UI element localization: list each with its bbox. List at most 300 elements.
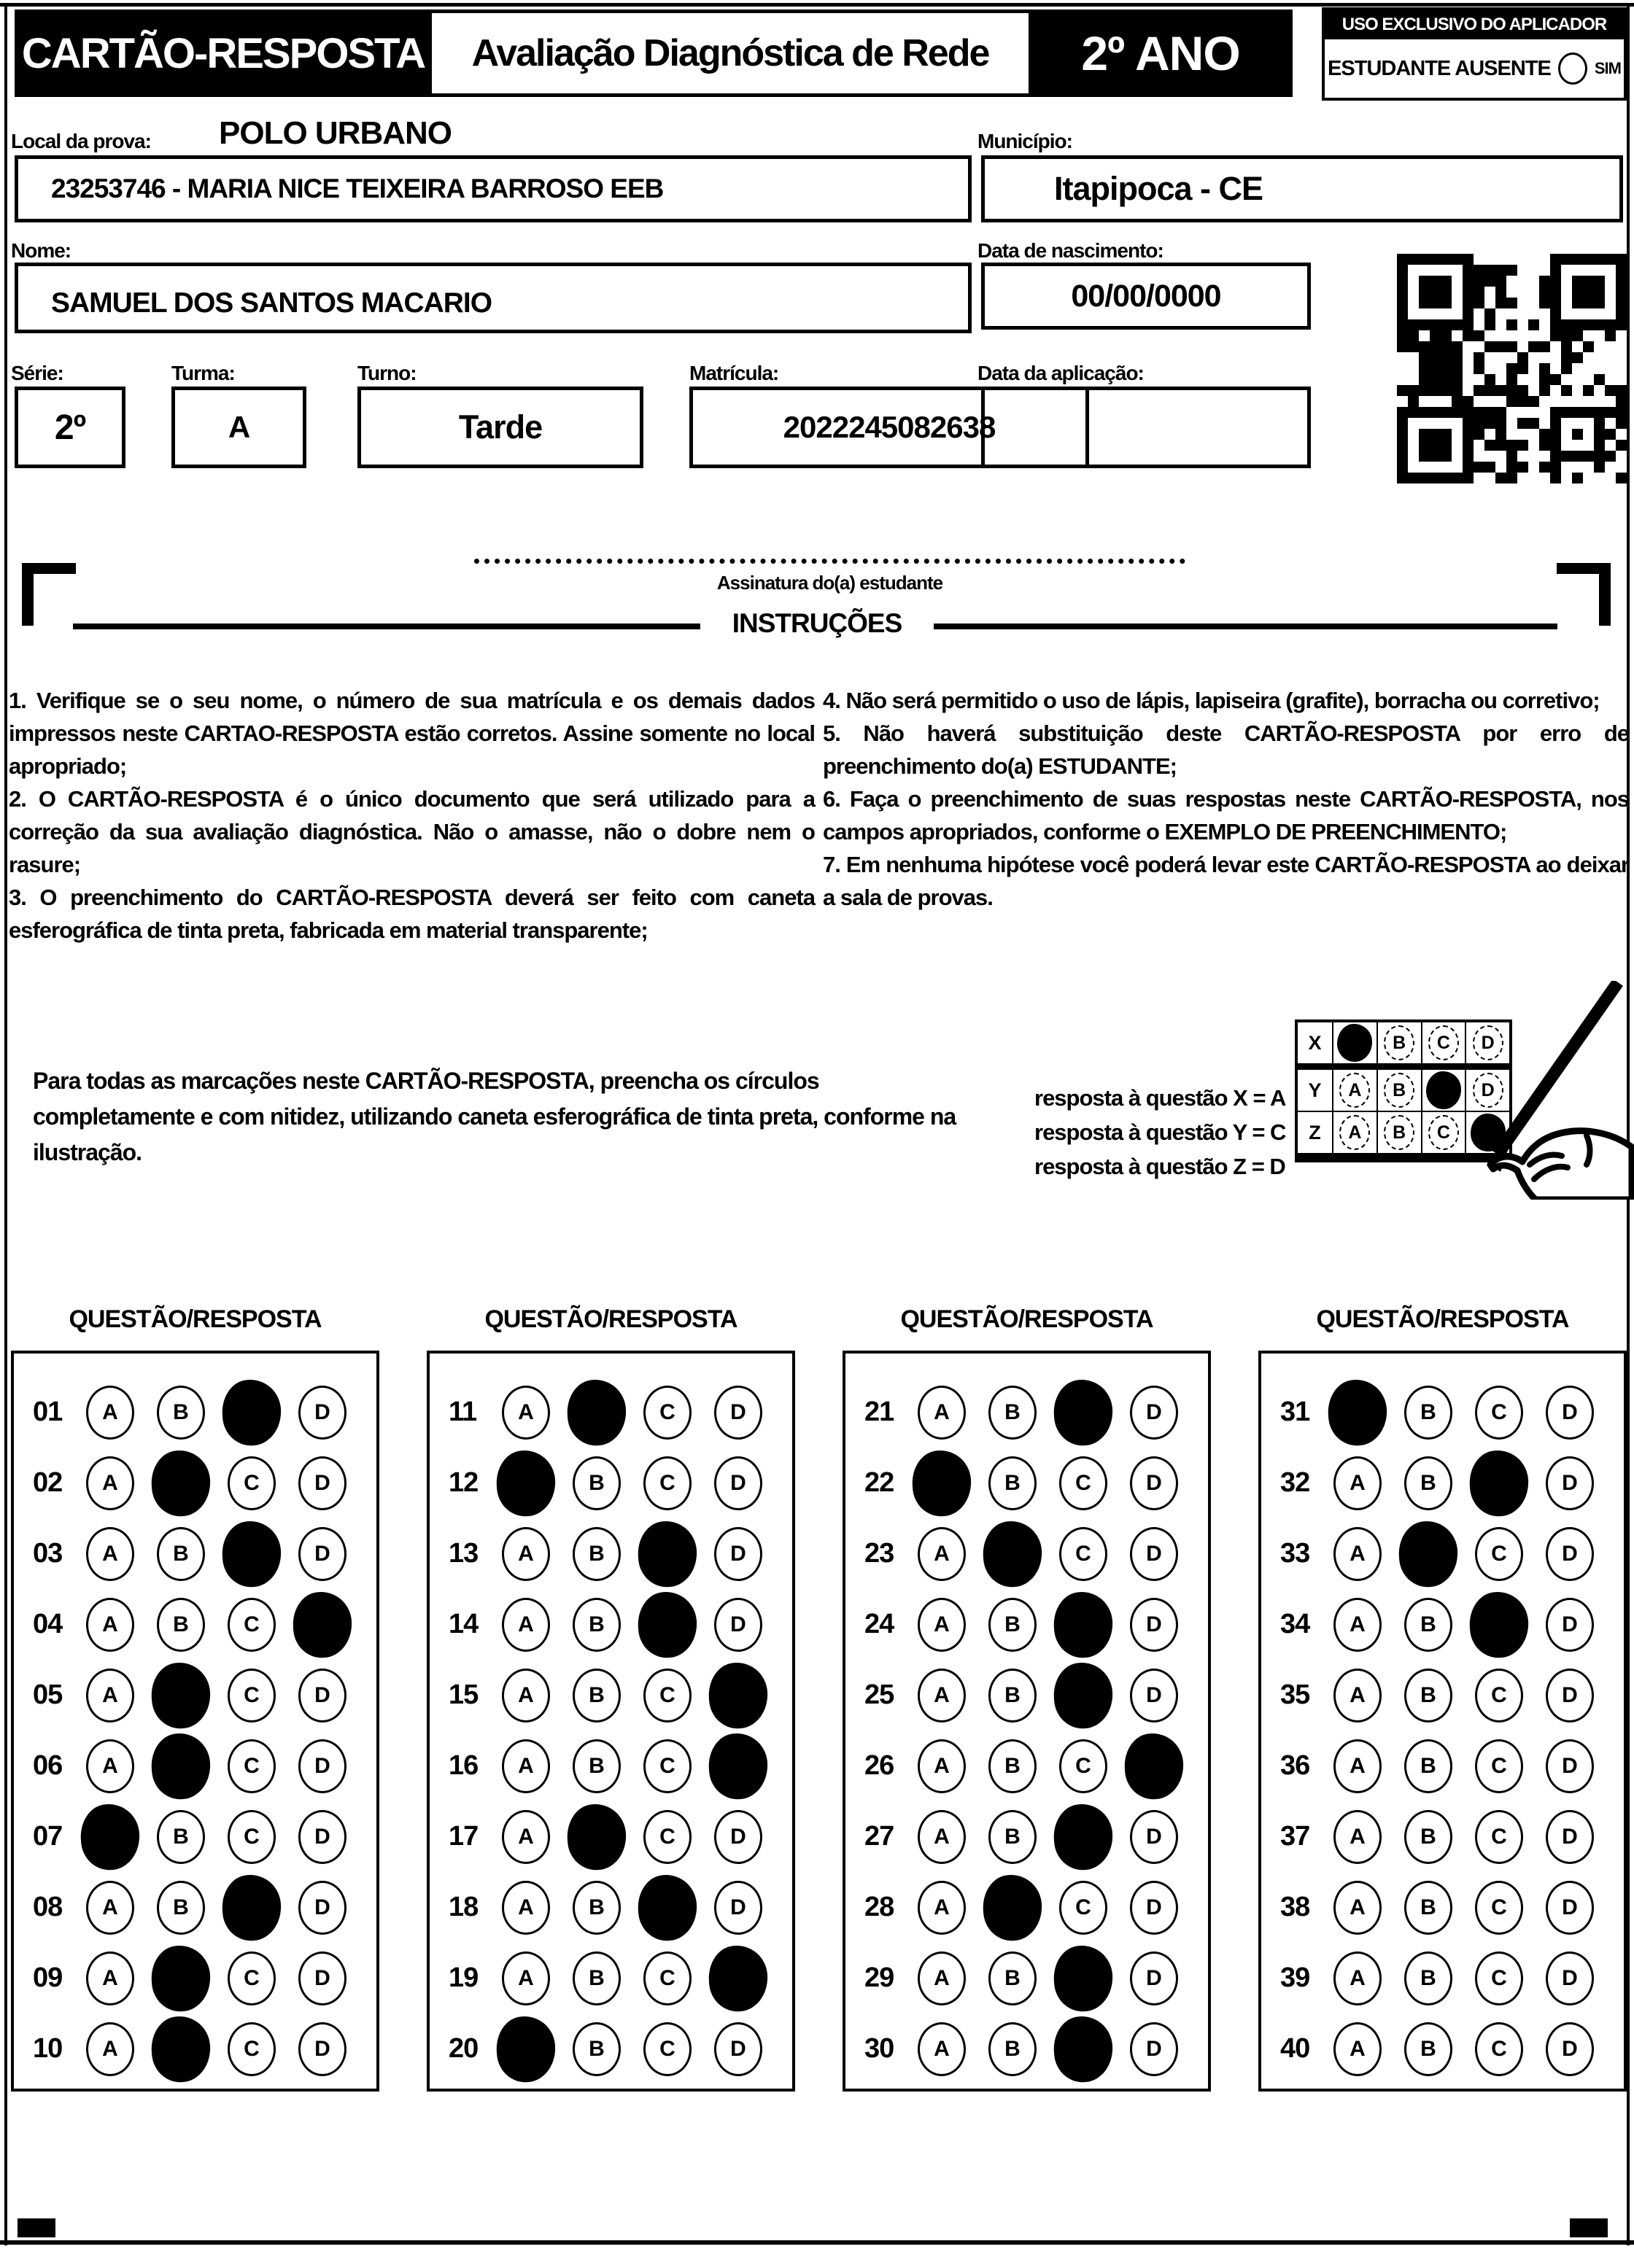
example-cell (1378, 1022, 1422, 1063)
question-number: 11 (449, 1397, 477, 1427)
question-row (1261, 1943, 1624, 2013)
question-number: 24 (864, 1609, 894, 1639)
bubble-c-filled[interactable] (636, 1590, 700, 1660)
question-row (430, 1943, 792, 2013)
instructions-rule-left (73, 624, 700, 629)
question-number: 38 (1280, 1892, 1310, 1922)
question-number: 29 (864, 1962, 894, 1993)
bubble-d[interactable]: D (714, 1386, 762, 1440)
bubble-b-filled[interactable] (150, 1448, 213, 1518)
bubble-c[interactable]: C (1059, 1527, 1107, 1581)
bubble-d-filled[interactable] (707, 1943, 770, 2013)
bubble-c-filled[interactable] (220, 1873, 284, 1943)
bubble-b[interactable]: B (988, 1810, 1037, 1864)
nome-field: SAMUEL DOS SANTOS MACARIO (15, 263, 972, 333)
answer-column-2 (427, 1351, 795, 2092)
bubble-b[interactable]: B (988, 1952, 1037, 2005)
example-row-label: Z (1298, 1112, 1333, 1153)
bubble-d[interactable]: D (298, 1881, 346, 1935)
bubble-b[interactable]: B (988, 1669, 1037, 1723)
bubble-a[interactable]: A (1333, 2022, 1382, 2076)
matricula-field: 2022245082638 (689, 387, 1089, 468)
bubble-a[interactable]: A (1333, 1881, 1382, 1935)
example-cell (1378, 1112, 1422, 1153)
bubble-d[interactable]: D (1546, 1527, 1594, 1581)
hand-pen-illustration (1448, 981, 1634, 1200)
question-number: 23 (864, 1538, 894, 1569)
bubble-a[interactable]: A (918, 1881, 966, 1935)
municipio-field: Itapipoca - CE (981, 155, 1623, 222)
bubble-c[interactable]: C (1475, 1952, 1523, 2005)
bubble-b[interactable]: B (988, 2022, 1037, 2076)
matricula-label: Matrícula: (689, 362, 779, 384)
bubble-c[interactable]: C (1059, 1881, 1107, 1935)
example-bubble-d: D (1473, 1073, 1503, 1108)
bubble-d[interactable]: D (1546, 1386, 1594, 1440)
bubble-b[interactable]: B (573, 1881, 621, 1935)
bubble-b[interactable]: B (1404, 1456, 1452, 1510)
bubble-a[interactable]: A (918, 1598, 966, 1652)
bubble-b-filled[interactable] (565, 1378, 629, 1448)
example-row-label: X (1298, 1022, 1333, 1063)
bubble-c-filled[interactable] (1052, 1661, 1115, 1731)
question-number: 13 (449, 1538, 479, 1569)
bubble-b[interactable]: B (573, 1598, 621, 1652)
question-number: 27 (864, 1821, 894, 1852)
question-row (14, 1872, 376, 1943)
bubble-b-filled[interactable] (565, 1802, 629, 1872)
question-number: 16 (449, 1750, 479, 1781)
bubble-d[interactable]: D (1546, 2022, 1594, 2076)
bubble-c[interactable]: C (1059, 1739, 1107, 1793)
bubble-b-filled[interactable] (150, 1943, 213, 2013)
bubble-a[interactable]: A (502, 1527, 550, 1581)
question-row (430, 1448, 792, 1518)
bubble-d[interactable]: D (1546, 1881, 1594, 1935)
serie-label: Série: (11, 362, 63, 384)
bracket-mark-right-arm (1557, 563, 1611, 574)
question-number: 15 (449, 1679, 479, 1710)
example-bubble-c: C (1428, 1115, 1459, 1150)
bubble-d[interactable]: D (298, 1386, 346, 1440)
nascimento-field: 00/00/0000 (981, 263, 1311, 330)
question-row (1261, 1872, 1624, 1943)
instructions-rule-right (934, 624, 1557, 629)
bubble-d[interactable]: D (298, 1669, 346, 1723)
bubble-c[interactable]: C (643, 1386, 692, 1440)
bubble-d[interactable]: D (1130, 1386, 1178, 1440)
question-number: 02 (33, 1467, 63, 1498)
bubble-d-filled[interactable] (707, 1661, 770, 1731)
bubble-b-filled[interactable] (1397, 1519, 1460, 1589)
question-row (14, 1448, 376, 1518)
bubble-c[interactable]: C (228, 1456, 276, 1510)
bubble-c[interactable]: C (1475, 1810, 1523, 1864)
bubble-b[interactable]: B (573, 1739, 621, 1793)
question-number: 14 (449, 1609, 479, 1639)
bubble-c-filled[interactable] (1052, 1802, 1115, 1872)
question-number: 10 (33, 2033, 63, 2064)
bubble-c[interactable]: C (1475, 1669, 1523, 1723)
bubble-a[interactable]: A (86, 1527, 134, 1581)
legend-line: resposta à questão Y = C (1034, 1119, 1286, 1145)
bubble-a[interactable]: A (86, 2022, 134, 2076)
question-row (845, 1872, 1208, 1943)
bubble-b[interactable]: B (157, 1386, 205, 1440)
bubble-a[interactable]: A (502, 1669, 550, 1723)
bubble-b[interactable]: B (988, 1456, 1037, 1510)
bubble-a[interactable]: A (86, 1456, 134, 1510)
bubble-c[interactable]: C (643, 1456, 692, 1510)
bubble-b[interactable]: B (573, 2022, 621, 2076)
question-row (1261, 1801, 1624, 1872)
turno-label: Turno: (357, 362, 417, 384)
bubble-d[interactable]: D (1546, 1739, 1594, 1793)
bubble-a[interactable]: A (1333, 1527, 1382, 1581)
instruction-item: 2. O CARTÃO-RESPOSTA é o único documento que será utilizado para a correção da sua avaliação diagnóstica. Não o amasse, não o dobre nem o rasure; (9, 786, 815, 877)
turno-field: Tarde (357, 387, 643, 468)
question-number: 18 (449, 1892, 479, 1922)
question-row (430, 1660, 792, 1731)
aplicacao-field[interactable] (981, 387, 1311, 468)
bubble-d[interactable]: D (298, 1456, 346, 1510)
bubble-b[interactable]: B (988, 1739, 1037, 1793)
question-row (430, 1731, 792, 1801)
instructions-column-right (823, 684, 1629, 914)
bubble-d[interactable]: D (298, 1527, 346, 1581)
bubble-d[interactable]: D (714, 1527, 762, 1581)
bubble-c[interactable]: C (643, 1739, 692, 1793)
question-number: 35 (1280, 1679, 1310, 1710)
bubble-a[interactable]: A (502, 1739, 550, 1793)
bubble-a-filled[interactable] (79, 1802, 142, 1872)
signature-line[interactable] (474, 559, 1185, 564)
question-row (14, 1731, 376, 1801)
question-row (14, 1377, 376, 1448)
question-row (1261, 2013, 1624, 2084)
registration-mark-right (1570, 2218, 1608, 2237)
bubble-c-filled[interactable] (220, 1378, 284, 1448)
bubble-c[interactable]: C (228, 1598, 276, 1652)
bubble-a[interactable]: A (918, 1810, 966, 1864)
bubble-d[interactable]: D (1130, 1881, 1178, 1935)
bubble-b[interactable]: B (157, 1598, 205, 1652)
question-row (430, 1801, 792, 1872)
bubble-b[interactable]: B (157, 1810, 205, 1864)
question-row (430, 1589, 792, 1660)
bubble-a[interactable]: A (1333, 1598, 1382, 1652)
question-number: 01 (33, 1397, 63, 1427)
school-field: 23253746 - MARIA NICE TEIXEIRA BARROSO EEB (15, 155, 972, 222)
question-number: 07 (33, 1821, 63, 1852)
bubble-d[interactable]: D (714, 2022, 762, 2076)
bubble-a[interactable]: A (86, 1669, 134, 1723)
bubble-a[interactable]: A (918, 1386, 966, 1440)
example-legend (1034, 1081, 1312, 1184)
question-number: 09 (33, 1962, 63, 1993)
page-border-bottom (0, 2240, 1634, 2245)
question-number: 39 (1280, 1962, 1310, 1993)
turma-label: Turma: (171, 362, 235, 384)
bubble-b-filled[interactable] (150, 2014, 213, 2084)
question-row (430, 1872, 792, 1943)
bubble-c-filled[interactable] (1052, 1590, 1115, 1660)
example-bubble-a-filled (1337, 1024, 1372, 1062)
bubble-b-filled[interactable] (981, 1519, 1045, 1589)
bubble-d[interactable]: D (714, 1598, 762, 1652)
instruction-item: 5. Não haverá substituição deste CARTÃO-RESPOSTA por erro de preenchimento do(a) ESTUDANTE; (823, 721, 1629, 779)
question-row (845, 1943, 1208, 2013)
qr-code (1397, 254, 1627, 487)
bubble-c[interactable]: C (643, 1952, 692, 2005)
bubble-b-filled[interactable] (150, 1731, 213, 1801)
absent-option-label: SIM (1594, 59, 1621, 77)
bubble-c[interactable]: C (228, 1739, 276, 1793)
bubble-c[interactable]: C (228, 1952, 276, 2005)
page-border-left (4, 3, 7, 2245)
bubble-b[interactable]: B (1404, 1386, 1452, 1440)
grade-badge: 2º ANO (1029, 9, 1293, 97)
bubble-a[interactable]: A (86, 1739, 134, 1793)
bubble-d-filled[interactable] (291, 1590, 355, 1660)
bubble-d[interactable]: D (714, 1881, 762, 1935)
question-number: 31 (1280, 1397, 1310, 1427)
page-title: CARTÃO-RESPOSTA (15, 9, 432, 97)
bubble-d[interactable]: D (1130, 1669, 1178, 1723)
bubble-d[interactable]: D (1130, 2022, 1178, 2076)
question-number: 08 (33, 1892, 63, 1922)
question-row (845, 1801, 1208, 1872)
question-row (14, 1518, 376, 1589)
bubble-a[interactable]: A (502, 1598, 550, 1652)
question-row (845, 1660, 1208, 1731)
question-number: 12 (449, 1467, 479, 1498)
question-row (1261, 1448, 1624, 1518)
example-row-label: Y (1298, 1070, 1333, 1111)
bubble-d[interactable]: D (1546, 1669, 1594, 1723)
bubble-b[interactable]: B (573, 1952, 621, 2005)
bubble-a[interactable]: A (502, 1952, 550, 2005)
bubble-a[interactable]: A (1333, 1456, 1382, 1510)
question-number: 22 (864, 1467, 894, 1498)
answer-column-1 (11, 1351, 379, 2092)
bubble-b[interactable]: B (157, 1527, 205, 1581)
question-row (1261, 1377, 1624, 1448)
bubble-d[interactable]: D (1130, 1952, 1178, 2005)
bubble-b[interactable]: B (1404, 1669, 1452, 1723)
bubble-a[interactable]: A (86, 1598, 134, 1652)
answer-column-3 (843, 1351, 1211, 2092)
bubble-c[interactable]: C (1475, 1739, 1523, 1793)
local-label: Local da prova: (11, 130, 151, 152)
serie-field: 2º (15, 387, 125, 468)
question-number: 06 (33, 1750, 63, 1781)
bubble-a[interactable]: A (1333, 1810, 1382, 1864)
bubble-a-filled[interactable] (495, 1448, 558, 1518)
bubble-c[interactable]: C (228, 1669, 276, 1723)
bubble-d[interactable]: D (1130, 1527, 1178, 1581)
bubble-c-filled[interactable] (1468, 1448, 1531, 1518)
bubble-c[interactable]: C (228, 2022, 276, 2076)
bubble-c[interactable]: C (643, 1669, 692, 1723)
questao-resposta-header: QUESTÃO/RESPOSTA (1316, 1305, 1569, 1333)
bubble-a[interactable]: A (918, 1669, 966, 1723)
bubble-d[interactable]: D (298, 2022, 346, 2076)
instructions-column-left (9, 684, 815, 947)
question-row (1261, 1589, 1624, 1660)
bubble-c-filled[interactable] (1468, 1590, 1531, 1660)
example-cell (1333, 1022, 1378, 1063)
bubble-b[interactable]: B (1404, 1598, 1452, 1652)
instruction-item: 3. O preenchimento do CARTÃO-RESPOSTA deverá ser feito com caneta esferográfica de tinta preta, fabricada em material transparente; (9, 885, 815, 943)
question-row (430, 2013, 792, 2084)
bubble-a[interactable]: A (86, 1386, 134, 1440)
turma-field: A (171, 387, 306, 468)
question-number: 28 (864, 1892, 894, 1922)
exam-subtitle: Avaliação Diagnóstica de Rede (432, 9, 1029, 97)
questao-resposta-header: QUESTÃO/RESPOSTA (69, 1305, 322, 1333)
question-number: 32 (1280, 1467, 1310, 1498)
bubble-b[interactable]: B (988, 1386, 1037, 1440)
absent-label: ESTUDANTE AUSENTE (1328, 56, 1551, 80)
bubble-c-filled[interactable] (1052, 2014, 1115, 2084)
question-number: 03 (33, 1538, 63, 1569)
bubble-b[interactable]: B (1404, 2022, 1452, 2076)
question-number: 33 (1280, 1538, 1310, 1569)
question-row (845, 1589, 1208, 1660)
bubble-a[interactable]: A (918, 1739, 966, 1793)
bubble-a[interactable]: A (502, 1881, 550, 1935)
example-bubble-d: D (1473, 1025, 1503, 1060)
bubble-a[interactable]: A (918, 1527, 966, 1581)
example-paragraph: Para todas as marcações neste CARTÃO-RESPOSTA, preencha os círculos completamente e com nitidez, utilizando caneta esferográfica de tinta preta, conforme na ilustração. (33, 1068, 956, 1165)
absent-bubble[interactable] (1558, 53, 1587, 85)
registration-mark-left (18, 2218, 55, 2237)
page-border-top (0, 3, 1634, 7)
bubble-c-filled[interactable] (1052, 1943, 1115, 2013)
example-cell (1333, 1070, 1378, 1111)
bubble-c-filled[interactable] (220, 1519, 284, 1589)
bubble-a[interactable]: A (86, 1881, 134, 1935)
bubble-b[interactable]: B (573, 1527, 621, 1581)
bubble-c[interactable]: C (1475, 2022, 1523, 2076)
bubble-c-filled[interactable] (636, 1519, 700, 1589)
example-bubble-b: B (1384, 1073, 1414, 1108)
bubble-d[interactable]: D (298, 1952, 346, 2005)
question-number: 04 (33, 1609, 63, 1639)
bubble-d[interactable]: D (714, 1810, 762, 1864)
bubble-b[interactable]: B (573, 1669, 621, 1723)
instruction-item: 4. Não será permitido o uso de lápis, lapiseira (grafite), borracha ou corretivo; (823, 688, 1600, 713)
bubble-d[interactable]: D (1546, 1598, 1594, 1652)
bubble-b[interactable]: B (573, 1456, 621, 1510)
bubble-b[interactable]: B (157, 1881, 205, 1935)
bubble-c[interactable]: C (643, 1810, 692, 1864)
bubble-c-filled[interactable] (1052, 1378, 1115, 1448)
bubble-d-filled[interactable] (1123, 1731, 1186, 1801)
bubble-d[interactable]: D (298, 1739, 346, 1793)
bubble-c[interactable]: C (643, 2022, 692, 2076)
bubble-c[interactable]: C (228, 1810, 276, 1864)
question-number: 40 (1280, 2033, 1310, 2064)
bubble-b[interactable]: B (1404, 1881, 1452, 1935)
example-bubble-c: C (1428, 1025, 1459, 1060)
aplicador-box-title: USO EXCLUSIVO DO APLICADOR (1325, 10, 1624, 39)
bubble-d[interactable]: D (1546, 1456, 1594, 1510)
bubble-b-filled[interactable] (150, 1661, 213, 1731)
question-number: 17 (449, 1821, 479, 1852)
bubble-c[interactable]: C (1475, 1881, 1523, 1935)
bubble-b[interactable]: B (1404, 1739, 1452, 1793)
bubble-c[interactable]: C (1475, 1386, 1523, 1440)
bubble-c[interactable]: C (1475, 1527, 1523, 1581)
bubble-d[interactable]: D (298, 1810, 346, 1864)
bubble-b[interactable]: B (1404, 1952, 1452, 2005)
answer-column-4 (1258, 1351, 1627, 2092)
bubble-d[interactable]: D (1546, 1810, 1594, 1864)
bubble-a[interactable]: A (86, 1952, 134, 2005)
bubble-d[interactable]: D (1130, 1598, 1178, 1652)
legend-line: resposta à questão X = A (1034, 1085, 1286, 1111)
question-number: 25 (864, 1679, 894, 1710)
instruction-item: 7. Em nenhuma hipótese você poderá levar este CARTÃO-RESPOSTA ao deixar a sala de provas. (823, 852, 1629, 910)
instructions-title: INSTRUÇÕES (732, 608, 902, 638)
question-row (430, 1518, 792, 1589)
bubble-a[interactable]: A (502, 1386, 550, 1440)
bubble-c-filled[interactable] (636, 1873, 700, 1943)
question-row (14, 1589, 376, 1660)
instruction-item: 1. Verifique se o seu nome, o número de sua matrícula e os demais dados impressos neste CARTAO-RESPOSTA estão corretos. Assine somente no local apropriado; (9, 688, 815, 779)
bubble-d[interactable]: D (714, 1456, 762, 1510)
question-row (845, 1448, 1208, 1518)
bubble-a[interactable]: A (918, 2022, 966, 2076)
bubble-a[interactable]: A (918, 1952, 966, 2005)
question-row (845, 2013, 1208, 2084)
bubble-d[interactable]: D (1130, 1810, 1178, 1864)
bubble-b[interactable]: B (1404, 1810, 1452, 1864)
question-row (845, 1377, 1208, 1448)
question-row (14, 1943, 376, 2013)
bubble-a[interactable]: A (1333, 1669, 1382, 1723)
question-row (14, 1801, 376, 1872)
bubble-d[interactable]: D (1546, 1952, 1594, 2005)
question-row (14, 1660, 376, 1731)
aplicacao-label: Data da aplicação: (977, 362, 1144, 384)
bubble-b[interactable]: B (988, 1598, 1037, 1652)
example-cell (1378, 1070, 1422, 1111)
question-number: 21 (864, 1397, 894, 1427)
bubble-d-filled[interactable] (707, 1731, 770, 1801)
local-value: POLO URBANO (219, 115, 452, 151)
question-number: 30 (864, 2033, 894, 2064)
instruction-item: 6. Faça o preenchimento de suas respostas neste CARTÃO-RESPOSTA, nos campos apropriados, conforme o EXEMPLO DE PREENCHIMENTO; (823, 786, 1629, 844)
bubble-d[interactable]: D (1130, 1456, 1178, 1510)
question-number: 37 (1280, 1821, 1310, 1852)
question-row (14, 2013, 376, 2084)
question-row (430, 1377, 792, 1448)
question-row (1261, 1660, 1624, 1731)
bubble-a-filled[interactable] (910, 1448, 974, 1518)
bubble-c[interactable]: C (1059, 1456, 1107, 1510)
bubble-a[interactable]: A (502, 1810, 550, 1864)
questao-resposta-header: QUESTÃO/RESPOSTA (484, 1305, 737, 1333)
bubble-a[interactable]: A (1333, 1952, 1382, 2005)
bubble-a-filled[interactable] (495, 2014, 558, 2084)
bubble-b-filled[interactable] (981, 1873, 1045, 1943)
bubble-a[interactable]: A (1333, 1739, 1382, 1793)
bubble-a-filled[interactable] (1326, 1378, 1390, 1448)
question-row (1261, 1731, 1624, 1801)
